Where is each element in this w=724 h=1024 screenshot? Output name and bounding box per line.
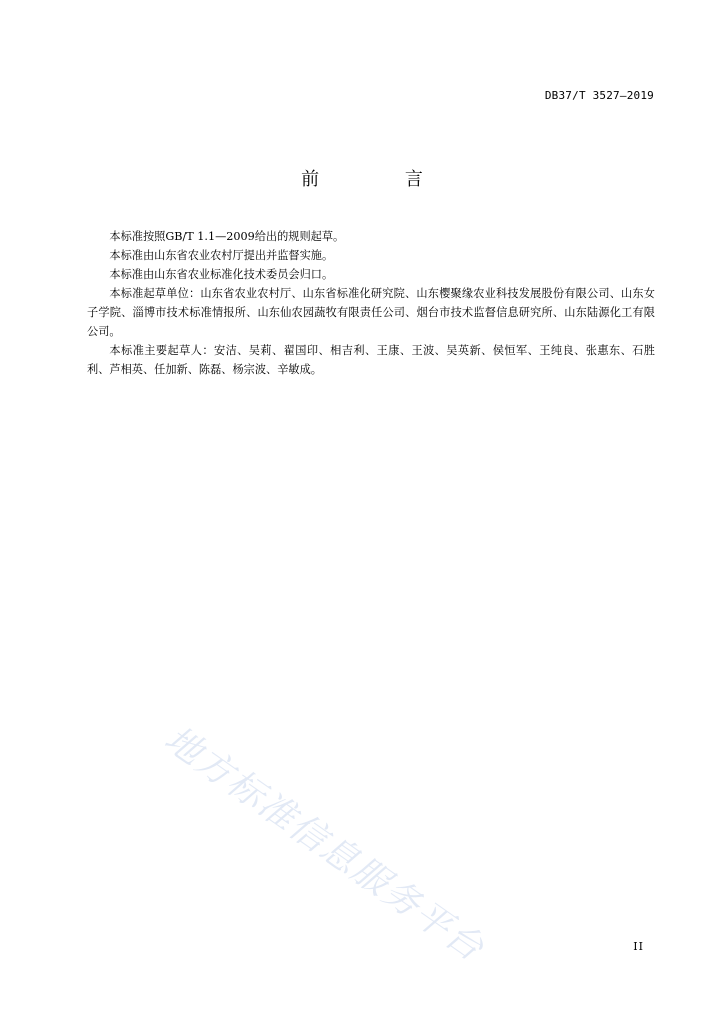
page-title: 前 言 <box>301 169 463 190</box>
page-number: II <box>633 940 644 953</box>
paragraph-proposer: 本标准由山东省农业农村厅提出并监督实施。 <box>109 249 334 262</box>
paragraph-centralized-by: 本标准由山东省农业标准化技术委员会归口。 <box>109 268 334 281</box>
watermark <box>156 712 497 972</box>
paragraph-main-drafters: 本标准主要起草人：安洁、吴莉、翟国印、相吉利、王康、王波、吴英新、侯恒军、王纯良、张惠东、石胜利、芦相英、任加新、陈磊、杨宗波、辛敏成。 <box>87 344 655 376</box>
foreword-body <box>87 227 655 379</box>
paragraph-drafting-units: 本标准起草单位：山东省农业农村厅、山东省标准化研究院、山东樱聚缘农业科技发展股份有限公司、山东女子学院、淄博市技术标准情报所、山东仙农园蔬牧有限责任公司、烟台市技术监督信息研究所、山东陆源化工有限公司。 <box>87 287 655 338</box>
paragraph-drafting-rules: 本标准按照GB/T 1.1—2009给出的规则起草。 <box>109 230 345 243</box>
document-code: DB37/T 3527—2019 <box>544 89 654 102</box>
watermark-text: 地方标准信息服务平台 <box>156 718 492 971</box>
